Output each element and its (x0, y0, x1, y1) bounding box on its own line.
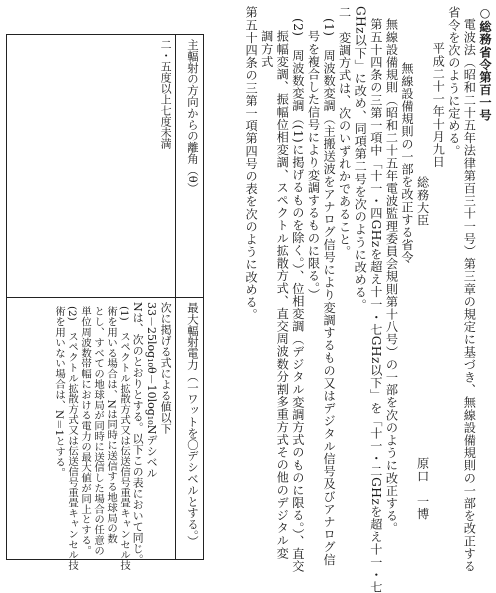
sub-2-line-1: (2) 周波数変調（(1)に掲げるものを除く。）、位相変調（デジタル変調方式のものに限る。）、直交 (290, 18, 305, 573)
note-2-line-1: (2) スペクトル拡散方式又は伝送信号重畳キャンセル技 (66, 305, 79, 570)
value-line-3: Nは、次のとおりとする。以下この表において同じ。 (131, 301, 145, 565)
ordinance-heading: ○総務省令第百一号 (478, 6, 492, 122)
amend-line-3: GHz以下」に改め、同項第二号を次のように改める。 (353, 6, 368, 312)
table-header-row (176, 35, 204, 560)
ordinance-title: 無線設備規則の一部を改正する省令 (400, 62, 415, 264)
sub-2-line-3: 調方式 (259, 30, 274, 68)
note-1-line-2: 術を用いる場合は、Nは同時に送信する地球局の数 (105, 305, 118, 544)
sub-1-line-2: 号を複合した信号により変調するものに限る。） (306, 30, 321, 302)
sub-2-line-2: 振幅変調、振幅位相変調、スペクトル拡散方式、直交周波数分割多重方式その他のデジタル変 (275, 30, 290, 560)
note-2-line-2: 術を用いない場合は、N＝1とする。 (53, 305, 66, 478)
note-1-line-3: とし、すべての地球局が同時に送信した場合の任意の (92, 305, 105, 556)
value-formula: 33－25log₁₀θ－10log₁₀Nデシベル (145, 301, 159, 478)
emission-table (6, 34, 204, 570)
ordinance-text (206, 6, 492, 593)
table-intro: 第五十四条の三第一項第四号の表を次のように改める。 (244, 6, 259, 321)
sub-1-line-1: (1) 周波数変調（主搬送波をアナログ信号により変調するもの又はデジタル信号及びアナログ信 (322, 18, 337, 566)
note-1-line-1: (1) スペクトル拡散方式又は伝送信号重畳キャンセル技 (118, 305, 131, 570)
cell-angle-range: 二・五度以上七度未満 (7, 35, 176, 298)
signer-name: 原口 一博 (415, 457, 430, 520)
header-max-power: 最大輻射電力（一ワットを〇デシベルとする。） (176, 297, 204, 560)
amend-line-1: 無線設備規則（昭和二十五年電波監理委員会規則第十八号）の一部を次のように改正する。 (384, 18, 399, 535)
cell-power-value (7, 297, 176, 570)
header-angle: 主輻射の方向からの離角（θ） (176, 35, 204, 298)
value-line-1: 次に掲げる式による値以下 (159, 301, 173, 434)
table-row (7, 35, 176, 560)
signer-line (414, 6, 430, 560)
intro-line-1: 電波法（昭和二十五年法律第百三十一号）第三章の規定に基づき、無線設備規則の一部を改正する (462, 18, 477, 573)
item-2-title: 二 変調方式は、次のいずれかであること。 (337, 6, 352, 258)
promulgation-date: 平成二十一年十月九日 (431, 42, 446, 168)
signer-title: 総務大臣 (415, 176, 430, 227)
intro-line-2: 省令を次のように定める。 (446, 6, 461, 158)
note-1-line-4: 単位周波数帯幅における電力の最大値が同上とする。 (79, 305, 92, 556)
amend-line-2: 第五十四条の三第一項中「十一・四GHzを超え十一・七GHz以下」を「十一・二GHzを超え十一・七 (368, 18, 383, 593)
